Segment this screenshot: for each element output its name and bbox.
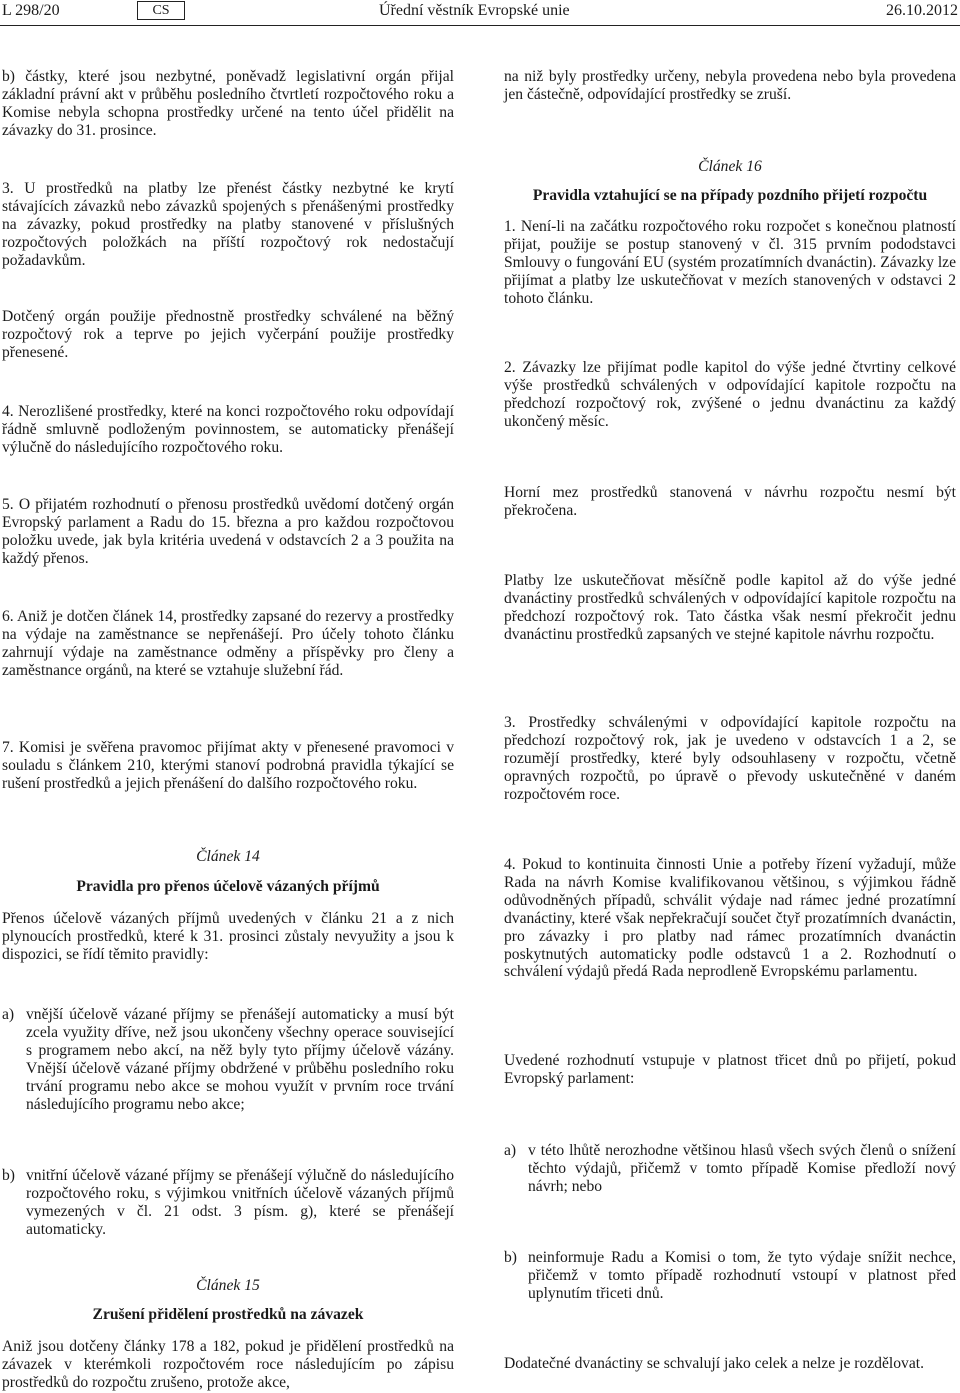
header-divider (0, 25, 960, 26)
paragraph-4: 4. Nerozlišené prostředky, které na konci rozpočtového roku odpovídají řádně smluvně podloženým povinnostem, se automaticky přenášejí výlučně do následujícího rozpočtového roku. (2, 403, 454, 456)
paragraph-6: 6. Aniž je dotčen článek 14, prostředky zapsané do rezervy a prostředky na výdaje na zaměstnance se nepřenášejí. Pro účely tohoto článku zahrnují výdaje na zaměstnance odměny a příspěvky pro členy a zaměstnance orgánů, na které se vztahuje služební řád. (2, 608, 454, 679)
item-b-text: vnitřní účelově vázané příjmy se přenášejí výlučně do následujícího rozpočtového roku, s výjimkou vnitřních účelově vázaných příjmů vymezených v čl. 21 odst. 3 písm. g), které se přenášejí automaticky. (26, 1167, 454, 1238)
item-b-label: b) (2, 1167, 15, 1184)
article-15-number: Článek 15 (196, 1277, 260, 1294)
article-16-number: Článek 16 (698, 158, 762, 175)
article-14-intro: Přenos účelově vázaných příjmů uvedených v článku 21 a z nich plynoucích prostředků, které k 31. prosinci zůstaly nevyužity a jsou k dispozici, se řídí těmito pravidly: (2, 910, 454, 963)
item-b-label: b) (504, 1249, 517, 1266)
item-a-text: v této lhůtě nerozhodne většinou hlasů všech svých členů o snížení těchto výdajů, přičemž v tomto případě Komise předloží nový návrh; nebo (528, 1142, 956, 1195)
item-b-text: neinformuje Radu a Komisi o tom, že tyto výdaje snížit nechce, přičemž v tomto případě rozhodnutí vstoupí v platnost před uplynutím třiceti dnů. (528, 1249, 956, 1302)
item-a-label: a) (2, 1006, 15, 1023)
article-16-paragraph-3: 3. Prostředky schválenými v odpovídající kapitole rozpočtu na předchozí rozpočtový rok, jak je uvedeno v odstavcích 1 a 2, se rozumějí prostředky, které byly odsouhlaseny v rozpočtu, včetně opravných rozpočtů, po úpravě o převody uskutečněné v daném rozpočtovém roce. (504, 714, 956, 803)
article-16-item-a (504, 1142, 956, 1196)
article-16-paragraph-2-second: Horní mez prostředků stanovená v návrhu rozpočtu nesmí být překročena. (504, 484, 956, 519)
article-16-item-b (504, 1249, 956, 1303)
journal-title: Úřední věstník Evropské unie (379, 2, 570, 19)
paragraph-3: 3. U prostředků na platby lze přenést částky nezbytné ke krytí stávajících závazků nebo závazků spojených s přenášenými prostředky na závazky, pokud prostředky na platby stanovené v příslušných rozpočtových položkách na příští rozpočtový rok nedostačují požadavkům. (2, 180, 454, 269)
article-15-title: Zrušení přidělení prostředků na závazek (92, 1306, 364, 1323)
language-badge: CS (137, 1, 185, 20)
article-16-paragraph-2-third: Platby lze uskutečňovat měsíčně podle kapitol až do výše jedné dvanáctiny prostředků schválených v odpovídající kapitole rozpočtu na předchozí rozpočtový rok. Tato částka však nesmí překročit jednu dvanáctinu prostředků zapsaných ve stejné kapitole návrhu rozpočtu. (504, 572, 956, 643)
article-14-item-b (2, 1167, 454, 1239)
publication-date: 26.10.2012 (886, 2, 958, 19)
item-a-label: a) (504, 1142, 517, 1159)
page-header (0, 0, 960, 30)
paragraph-7: 7. Komisi je svěřena pravomoc přijímat akty v přenesené pravomoci v souladu s článkem 210, kterými stanoví podrobná pravidla týkající se rušení prostředků a jejich přenášení do dalšího rozpočtového roku. (2, 739, 454, 792)
article-14-title: Pravidla pro přenos účelově vázaných příjmů (76, 878, 380, 895)
article-16-paragraph-1: 1. Není-li na začátku rozpočtového roku rozpočet s konečnou platností přijat, použije se postup stanovený v čl. 315 prvním pododstavci Smlouvy o fungování EU (systém prozatímních dvanáctin). Závazky lze přijímat a platby lze uskutečňovat v mezích stanovených v odstavci 2 tohoto článku. (504, 218, 956, 307)
paragraph-3-second: Dotčený orgán použije přednostně prostředky schválené na běžný rozpočtový rok a teprve po jejich vyčerpání použije prostředky přenesené. (2, 308, 454, 361)
item-a-text: vnější účelově vázané příjmy se přenášejí automaticky a musí být zcela využity dříve, než jsou ukončeny všechny operace související s programem nebo akcí, na něž byly tyto příjmy účelově vázány. Vnější účelově vázané příjmy obdržené v průběhu posledního roku trvání programu nebo akce se mohou využít v prvním roce trvání následujícího programu nebo akce; (26, 1006, 454, 1113)
article-14-number: Článek 14 (196, 848, 260, 865)
page-number: L 298/20 (2, 2, 60, 19)
article-15-text: Aniž jsou dotčeny články 178 a 182, pokud je přidělení prostředků na závazek v kterémkoli rozpočtovém roce následujícím po zápisu prostředků do rozpočtu zrušeno, protože akce, (2, 1338, 454, 1391)
article-16-paragraph-2: 2. Závazky lze přijímat podle kapitol do výše jedné čtvrtiny celkové výše prostředků schválených v odpovídající kapitole rozpočtu na předchozí rozpočtový rok, zvýšené o jednu dvanáctinu za každý ukončený měsíc. (504, 359, 956, 430)
article-16-paragraph-4: 4. Pokud to kontinuita činnosti Unie a potřeby řízení vyžadují, může Rada na návrh Komise kvalifikovanou většinou, s výjimkou řádně odůvodněných případů, schválit výdaje nad rámec jedné prozatímní dvanáctiny, které však nepřekračují součet čtyř prozatímních dvanáctin, pro závazky i pro platby nad rámec prozatímních dvanáctin poskytnutých automaticky podle odstavců 1 a 2. Rozhodnutí o schválení výdajů předá Rada neprodleně Evropskému parlamentu. (504, 856, 956, 981)
article-16-paragraph-4-second: Uvedené rozhodnutí vstupuje v platnost třicet dnů po přijetí, pokud Evropský parlament: (504, 1052, 956, 1087)
paragraph-b: b) částky, které jsou nezbytné, poněvadž legislativní orgán přijal základní právní akt v průběhu posledního čtvrtletí rozpočtového roku a Komise nebyla schopna prostředky určené na tento účel přidělit na závazky do 31. prosince. (2, 68, 454, 139)
article-16-final-paragraph: Dodatečné dvanáctiny se schvalují jako celek a nelze je rozdělovat. (504, 1355, 924, 1372)
paragraph-5: 5. O přijatém rozhodnutí o přenosu prostředků uvědomí dotčený orgán Evropský parlament a Radu do 15. března a pro každou rozpočtovou položku uvede, jak byla kritéria uvedená v odstavcích 2 a 3 použita na každý přenos. (2, 496, 454, 567)
article-14-item-a (2, 1006, 454, 1113)
paragraph-continued: na niž byly prostředky určeny, nebyla provedena nebo byla provedena jen částečně, odpovídající prostředky se zruší. (504, 68, 956, 103)
article-16-title: Pravidla vztahující se na případy pozdního přijetí rozpočtu (532, 187, 928, 204)
